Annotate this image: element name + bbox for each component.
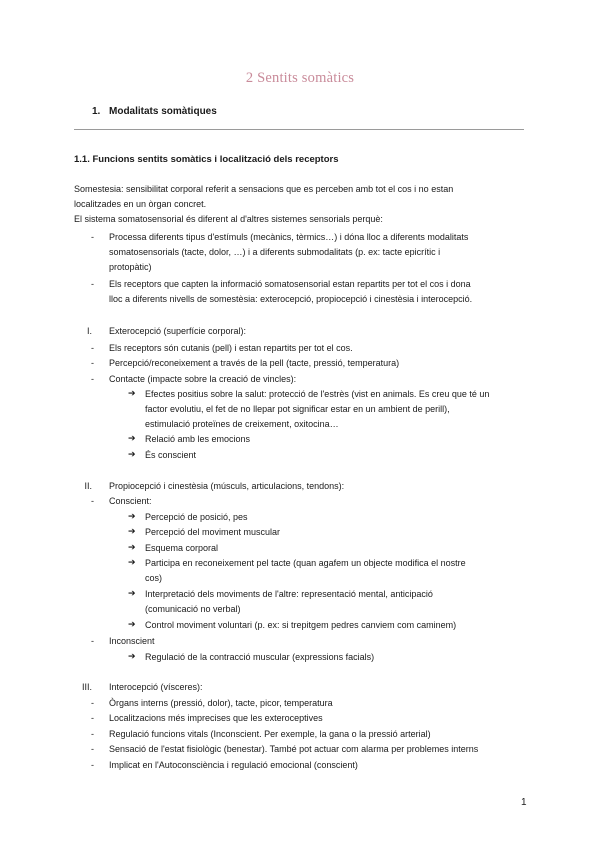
arrow-icon: ➔ <box>128 389 136 399</box>
list-item: Inconscient <box>109 636 155 646</box>
dash-bullet: - <box>91 698 94 708</box>
arrow-icon: ➔ <box>128 543 136 553</box>
sub-item: Regulació de la contracció muscular (expressions facials) <box>145 652 375 662</box>
arrow-icon: ➔ <box>128 434 136 444</box>
list-item: Contacte (impacte sobre la creació de vincles): <box>109 374 297 384</box>
sub-item: factor evolutiu, el fet de no llepar pot significar estar en un ambient de perill), <box>145 404 450 414</box>
roman-numeral: III. <box>81 682 92 692</box>
list-item: Implicat en l'Autoconsciència i regulació emocional (conscient) <box>109 760 358 770</box>
reason-line: somatosensorials (tacte, dolor, …) i a diferents submodalitats (p. ex: tacte epicrític i <box>109 247 441 257</box>
section-i-heading: Exterocepció (superfície corporal): <box>109 326 247 336</box>
sub-item: És conscient <box>145 450 197 460</box>
dash-bullet: - <box>91 636 94 646</box>
reason-line: Els receptors que capten la informació somatosensorial estan repartits per tot el cos i dona <box>109 279 471 289</box>
section-heading <box>92 106 217 117</box>
dash-bullet: - <box>91 744 94 754</box>
page-number: 1 <box>521 797 527 808</box>
intro-line: localitzades en un òrgan concret. <box>74 199 207 209</box>
dash-bullet: - <box>91 358 94 368</box>
sub-item: Interpretació dels moviments de l'altre: representació mental, anticipació <box>145 589 433 599</box>
sub-item: cos) <box>145 573 163 583</box>
list-item: Els receptors són cutanis (pell) i estan repartits per tot el cos. <box>109 343 353 353</box>
list-item: Localitzacions més imprecises que les exteroceptives <box>109 713 323 723</box>
intro-line: Somestesia: sensibilitat corporal referit a sensacions que es perceben amb tot el cos i no estan <box>74 184 454 194</box>
list-item: Percepció/reconeixement a través de la pell (tacte, pressió, temperatura) <box>109 358 400 368</box>
page-title: 2 Sentits somàtics <box>245 70 355 86</box>
reason-line: Processa diferents tipus d'estímuls (mecànics, tèrmics…) i dóna lloc a diferents modalitats <box>109 232 469 242</box>
sub-item: estimulació proteïnes de creixement, oxitocina… <box>145 419 339 429</box>
sub-item: Efectes positius sobre la salut: protecció de l'estrès (vist en animals. Es creu que té un <box>145 389 490 399</box>
dash-bullet: - <box>91 374 94 384</box>
intro-line: El sistema somatosensorial és diferent al d'altres sistemes sensorials perquè: <box>74 214 383 224</box>
dash-bullet: - <box>91 232 94 242</box>
reason-line: protopàtic) <box>109 262 152 272</box>
dash-bullet: - <box>91 729 94 739</box>
list-item: Òrgans interns (pressió, dolor), tacte, picor, temperatura <box>109 698 333 708</box>
arrow-icon: ➔ <box>128 527 136 537</box>
arrow-icon: ➔ <box>128 620 136 630</box>
section-label: Modalitats somàtiques <box>109 106 217 117</box>
dash-bullet: - <box>91 343 94 353</box>
list-item: Regulació funcions vitals (Inconscient. Per exemple, la gana o la pressió arterial) <box>109 729 431 739</box>
reason-line: lloc a diferents nivells de somestèsia: exterocepció, propiocepció i cinestèsia i interocepció. <box>109 294 473 304</box>
arrow-icon: ➔ <box>128 652 136 662</box>
dash-bullet: - <box>91 760 94 770</box>
sub-item: Percepció del moviment muscular <box>145 527 281 537</box>
subsection-heading: 1.1. Funcions sentits somàtics i localització dels receptors <box>74 154 339 165</box>
arrow-icon: ➔ <box>128 450 136 460</box>
roman-numeral: II. <box>84 481 92 491</box>
arrow-icon: ➔ <box>128 558 136 568</box>
sub-item: Percepció de posició, pes <box>145 512 248 522</box>
sub-item: Esquema corporal <box>145 543 219 553</box>
arrow-icon: ➔ <box>128 512 136 522</box>
sub-item: Participa en reconeixement pel tacte (quan agafem un objecte modifica el nostre <box>145 558 466 568</box>
sub-item: (comunicació no verbal) <box>145 604 241 614</box>
dash-bullet: - <box>91 713 94 723</box>
roman-numeral: I. <box>86 326 92 336</box>
section-iii-heading: Interocepció (vísceres): <box>109 682 203 692</box>
dash-bullet: - <box>91 496 94 506</box>
section-number: 1. <box>92 106 101 117</box>
sub-item: Control moviment voluntari (p. ex: si trepitgem pedres canviem com caminem) <box>145 620 457 630</box>
dash-bullet: - <box>91 279 94 289</box>
arrow-icon: ➔ <box>128 589 136 599</box>
sub-item: Relació amb les emocions <box>145 434 251 444</box>
horizontal-rule <box>74 129 524 130</box>
list-item: Conscient: <box>109 496 152 506</box>
list-item: Sensació de l'estat fisiològic (benestar). També pot actuar com alarma per problemes interns <box>109 744 479 754</box>
section-ii-heading: Propiocepció i cinestèsia (músculs, articulacions, tendons): <box>109 481 345 491</box>
